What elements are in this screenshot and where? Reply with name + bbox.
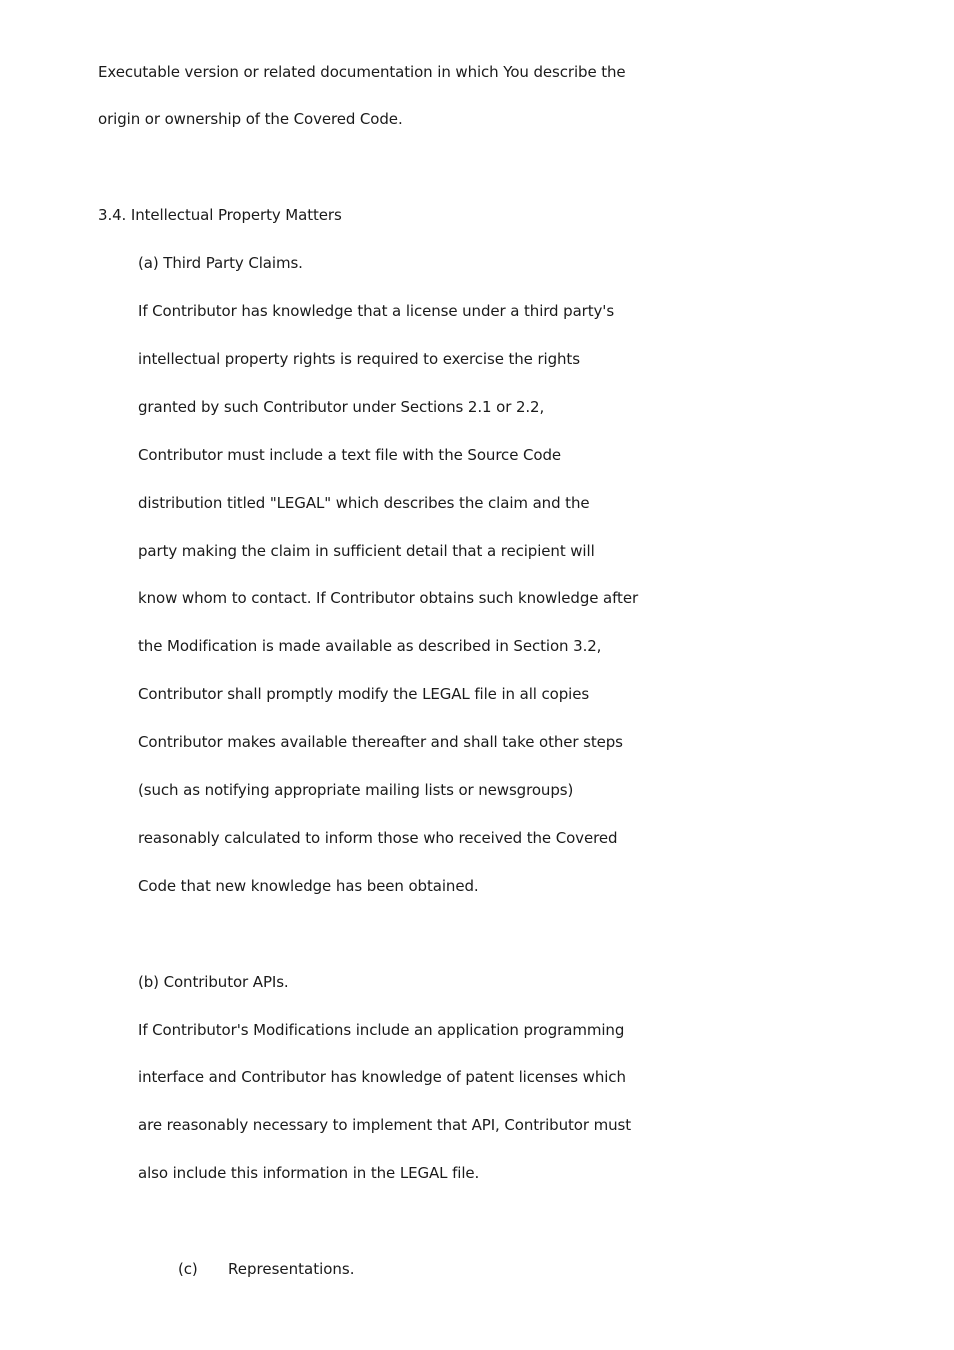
intro-line: origin or ownership of the Covered Code. [98, 110, 403, 128]
subsection-a-line: intellectual property rights is required to exercise the rights [138, 350, 580, 368]
subsection-b-line: interface and Contributor has knowledge of patent licenses which [138, 1068, 626, 1086]
section-heading: 3.4. Intellectual Property Matters [98, 206, 342, 224]
intro-line: Executable version or related documentation in which You describe the [98, 63, 626, 81]
subsection-a-line: If Contributor has knowledge that a license under a third party's [138, 302, 615, 320]
subsection-a-line: know whom to contact. If Contributor obtains such knowledge after [138, 589, 639, 607]
subsection-a-line: (such as notifying appropriate mailing lists or newsgroups) [138, 781, 574, 799]
subsection-a-line: the Modification is made available as described in Section 3.2, [138, 637, 602, 655]
subsection-a-line: Contributor must include a text file with the Source Code [138, 446, 562, 464]
subsection-a-line: Code that new knowledge has been obtained. [138, 877, 479, 895]
subsection-b-line: If Contributor's Modifications include an application programming [138, 1021, 625, 1039]
subsection-b-line: also include this information in the LEGAL file. [138, 1164, 480, 1182]
subsection-a-line: reasonably calculated to inform those who received the Covered [138, 829, 618, 847]
subsection-a-line: granted by such Contributor under Sections 2.1 or 2.2, [138, 398, 545, 416]
subsection-a-heading: (a) Third Party Claims. [138, 254, 303, 272]
subsection-a-line: distribution titled "LEGAL" which describes the claim and the [138, 494, 590, 512]
subsection-a-line: Contributor shall promptly modify the LEGAL file in all copies [138, 685, 590, 703]
subsection-a-line: party making the claim in sufficient detail that a recipient will [138, 542, 595, 560]
subsection-b-line: are reasonably necessary to implement that API, Contributor must [138, 1116, 631, 1134]
subsection-c-marker: (c) [178, 1260, 198, 1278]
subsection-a-line: Contributor makes available thereafter and shall take other steps [138, 733, 623, 751]
subsection-c-heading: Representations. [228, 1260, 355, 1278]
subsection-b-heading: (b) Contributor APIs. [138, 973, 289, 991]
